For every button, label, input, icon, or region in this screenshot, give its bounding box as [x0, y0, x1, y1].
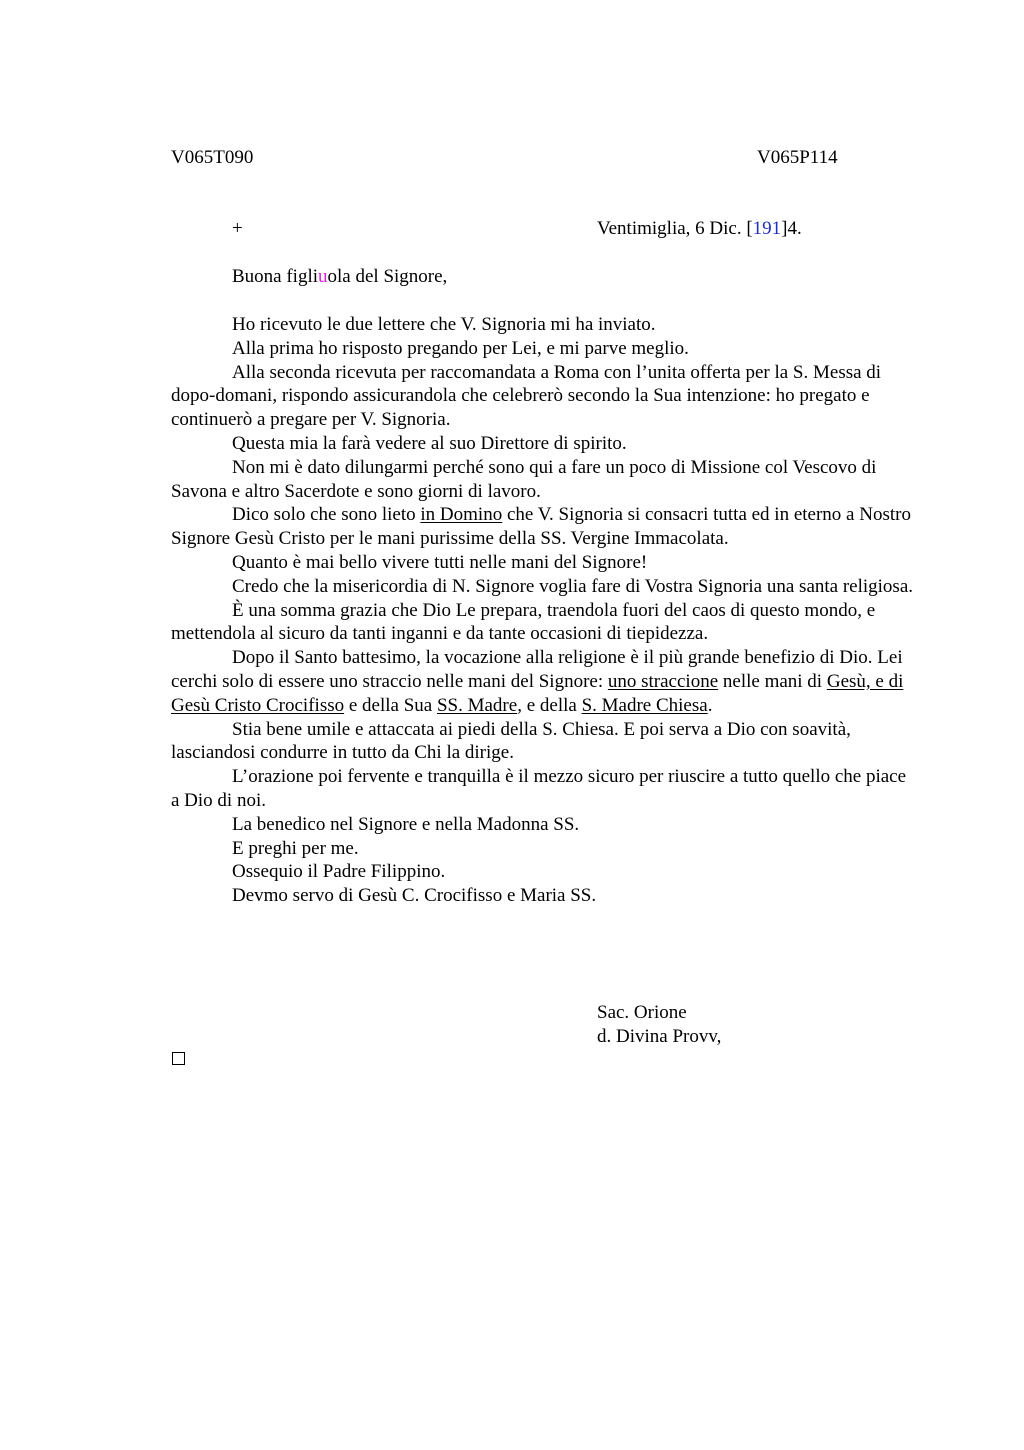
signature-name: Sac. Orione [597, 1002, 687, 1023]
paragraph-6-text-a: Dico solo che sono lieto [232, 504, 421, 526]
underlined-gesu-crocifisso: Gesù, e di Gesù Cristo Crocifisso [171, 670, 904, 716]
paragraph-3: Alla seconda ricevuta per raccomandata a Roma con l’unita offerta per la S. Messa di dopo-domani, rispondo assicurandola che celebrerò secondo la Sua intenzione: ho pregato e continuerò a pregare per V. Signoria. [171, 361, 882, 431]
place-date-suffix: ]4. [781, 218, 802, 239]
place-date-prefix: Ventimiglia, 6 Dic. [ [597, 218, 753, 239]
paragraph-5: Non mi è dato dilungarmi perché sono qui a fare un poco di Missione col Vescovo di Savona e altro Sacerdote e sono giorni di lavoro. [171, 456, 877, 502]
paragraph-1: Ho ricevuto le due lettere che V. Signoria mi ha inviato. [232, 314, 656, 335]
paragraph-10-text-d: , e della [517, 694, 582, 716]
salutation [232, 265, 447, 289]
paragraph-10-text-a: Dopo il Santo battesimo, la vocazione alla religione è il più grande benefizio di Dio. Lei cerchi solo di essere uno straccio nelle mani del Signore: [171, 647, 903, 692]
paragraph-16: Devmo servo di Gesù C. Crocifisso e Maria SS. [232, 885, 597, 907]
paragraph-4: Questa mia la farà vedere al suo Direttore di spirito. [232, 432, 627, 454]
paragraph-10-text-c: e della Sua [344, 694, 437, 716]
paragraph-10-text-e: . [707, 694, 713, 716]
salutation-before: Buona figli [232, 266, 319, 287]
document-code-left: V065T090 [171, 147, 254, 168]
paragraph-6-text-b: che V. Signoria si consacri tutta ed in eterno a Nostro Signore Gesù Cristo per le mani purissime della SS. Vergine Immacolata. [171, 504, 911, 550]
signature-title: d. Divina Provv, [597, 1026, 722, 1047]
place-date [597, 217, 802, 241]
paragraph-13: La benedico nel Signore e nella Madonna SS. [232, 813, 580, 835]
salutation-after: ola del Signore, [327, 266, 448, 287]
underlined-uno-straccione: uno straccione [607, 670, 719, 692]
document-code-right: V065P114 [757, 147, 838, 168]
paragraph-15: Ossequio il Padre Filippino. [232, 861, 446, 883]
letter-body [171, 313, 919, 908]
year-editorial-insert: 191 [752, 218, 782, 239]
paragraph-7: Quanto è mai bello vivere tutti nelle mani del Signore! [232, 551, 648, 573]
paragraph-6 [171, 503, 919, 551]
paragraph-11: Stia bene umile e attaccata ai piedi della S. Chiesa. E poi serva a Dio con soavità, lasciandosi condurre in tutto da Chi la dirige. [171, 718, 851, 764]
paragraph-8: Credo che la misericordia di N. Signore voglia fare di Vostra Signoria una santa religiosa. [232, 575, 914, 597]
end-box-icon [172, 1052, 185, 1065]
paragraph-10 [171, 646, 919, 717]
paragraph-10-text-b: nelle mani di [718, 670, 827, 692]
paragraph-14: E preghi per me. [232, 837, 359, 859]
underlined-in-domino: in Domino [420, 504, 503, 526]
paragraph-12: L’orazione poi fervente e tranquilla è il mezzo sicuro per riuscire a tutto quello che piace a Dio di noi. [171, 766, 907, 811]
salutation-highlight: u [318, 266, 328, 287]
underlined-ss-madre: SS. Madre [436, 694, 518, 716]
cross-mark: + [232, 218, 243, 239]
paragraph-2: Alla prima ho risposto pregando per Lei, e mi parve meglio. [232, 337, 689, 359]
paragraph-9: È una somma grazia che Dio Le prepara, traendola fuori del caos di questo mondo, e mettendola al sicuro da tanti inganni e da tante occasioni di tiepidezza. [171, 599, 876, 645]
underlined-s-madre-chiesa: S. Madre Chiesa [581, 694, 708, 716]
